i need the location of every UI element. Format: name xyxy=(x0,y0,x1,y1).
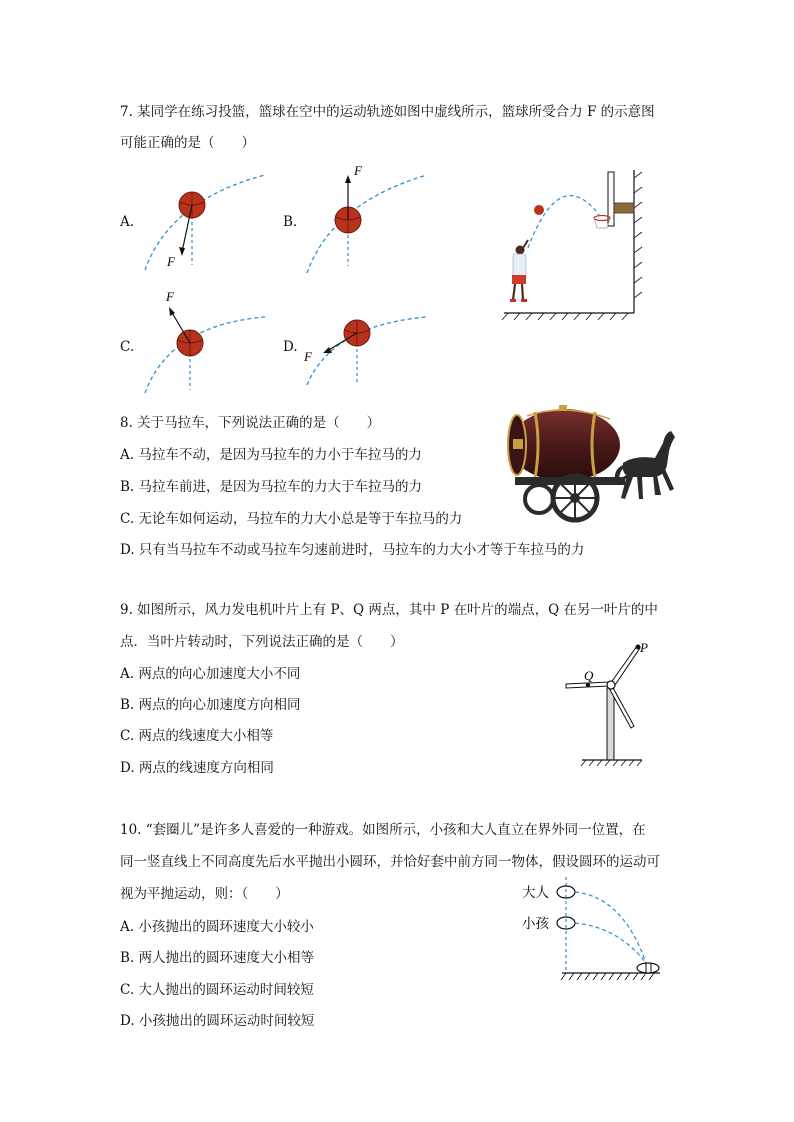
blade-upper xyxy=(610,646,640,688)
q9-option-d: D. 两点的线速度方向相同 xyxy=(120,760,274,776)
wind-turbine-diagram xyxy=(560,638,660,770)
force-label: F xyxy=(304,349,312,364)
barrel-icon xyxy=(508,405,620,481)
q7-option-b-label: B. xyxy=(283,214,298,230)
q9-stem-line1: 9. 如图所示，风力发电机叶片上有 P、Q 两点，其中 P 在叶片的端点，Q 在另一叶片的中 xyxy=(120,602,658,618)
q10-option-d: D. 小孩抛出的圆环运动时间较短 xyxy=(120,1013,315,1029)
basketball-icon xyxy=(534,205,544,215)
q9-option-c: C. 两点的线速度大小相等 xyxy=(120,728,274,744)
backboard xyxy=(608,172,614,226)
child-trajectory xyxy=(575,923,646,963)
wheel-icon xyxy=(553,476,597,520)
horse-icon xyxy=(615,431,675,499)
q7-option-a-label: A. xyxy=(120,214,135,230)
q7-stem-line2: 可能正确的是（ ） xyxy=(120,135,255,151)
turbine-hub xyxy=(607,681,615,689)
q10-option-c: C. 大人抛出的圆环运动时间较短 xyxy=(120,982,314,998)
q9-option-a: A. 两点的向心加速度大小不同 xyxy=(120,666,301,682)
trajectory-dash xyxy=(145,175,265,270)
q7-option-c-label: C. xyxy=(120,339,135,355)
q10-option-b: B. 两人抛出的圆环速度大小相等 xyxy=(120,950,315,966)
q8-option-a: A. 马拉车不动，是因为马拉车的力小于车拉马的力 xyxy=(120,447,422,463)
q7-figure-d xyxy=(302,285,432,395)
force-label: F xyxy=(166,289,174,304)
hoop-support xyxy=(614,203,634,213)
force-label: F xyxy=(167,254,175,269)
q9-stem-line2: 点．当叶片转动时，下列说法正确的是（ ） xyxy=(120,634,404,650)
q7-option-d-label: D. xyxy=(283,339,298,355)
adult-trajectory xyxy=(575,892,646,963)
target-icon xyxy=(637,963,659,973)
force-label: F xyxy=(354,163,362,178)
label-p: P xyxy=(640,640,648,655)
point-q-dot xyxy=(586,683,590,687)
q7-figure-a xyxy=(140,170,270,280)
q7-figure-c xyxy=(140,285,270,395)
q8-option-c: C. 无论车如何运动，马拉车的力大小总是等于车拉马的力 xyxy=(120,511,463,527)
player-icon xyxy=(510,240,528,302)
q10-option-a: A. 小孩抛出的圆环速度大小较小 xyxy=(120,919,314,935)
q7-stem-line1: 7. 某同学在练习投篮，篮球在空中的运动轨迹如图中虚线所示，篮球所受合力 F 的示意图 xyxy=(120,104,655,120)
label-child: 小孩 xyxy=(522,916,549,932)
q10-stem-line1: 10. “套圈儿”是许多人喜爱的一种游戏。如图所示，小孩和大人直立在界外同一位置，在 xyxy=(120,822,646,838)
trajectory-dash xyxy=(145,317,265,393)
q7-figure-b xyxy=(302,163,432,278)
q10-stem-line2: 同一竖直线上不同高度先后水平抛出小圆环，并恰好套中前方同一物体，假设圆环的运动可 xyxy=(120,854,660,870)
horse-cart-image xyxy=(505,403,677,531)
trajectory-dash xyxy=(528,196,600,248)
label-adult: 大人 xyxy=(522,885,549,901)
trajectory-dash xyxy=(307,175,427,273)
ring-toss-diagram xyxy=(518,875,668,983)
q7-court-illustration xyxy=(500,168,650,326)
q8-option-b: B. 马拉车前进，是因为马拉车的力大于车拉马的力 xyxy=(120,479,423,495)
label-q: Q xyxy=(584,668,594,683)
q10-stem-line3: 视为平抛运动，则：（ ） xyxy=(120,886,289,902)
q9-option-b: B. 两点的向心加速度方向相同 xyxy=(120,697,301,713)
q8-stem: 8. 关于马拉车，下列说法正确的是（ ） xyxy=(120,415,381,431)
q8-option-d: D. 只有当马拉车不动或马拉车匀速前进时，马拉车的力大小才等于车拉马的力 xyxy=(120,542,585,558)
turbine-tower xyxy=(607,688,614,760)
